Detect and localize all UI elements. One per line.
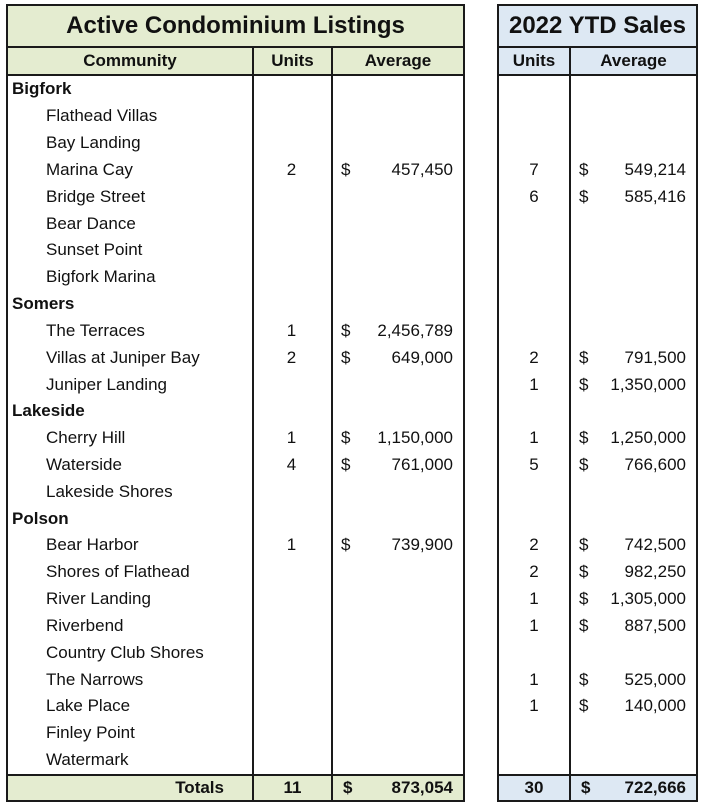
- table-row: [8, 183, 463, 210]
- community-name: Juniper Landing: [46, 374, 167, 394]
- active-average-cell: [331, 237, 463, 264]
- table-row: [8, 264, 463, 291]
- ytd-average-value: 982,250: [624, 562, 686, 582]
- ytd-average-value: 549,214: [624, 159, 686, 179]
- community-name: Flathead Villas: [46, 106, 158, 126]
- ytd-average-header: Average: [569, 48, 696, 74]
- group-row: [8, 76, 463, 103]
- community-name: Riverbend: [46, 615, 124, 635]
- ytd-average-cell: [569, 183, 696, 210]
- table-row: [8, 210, 463, 237]
- ytd-average-cell: [569, 586, 696, 613]
- ytd-units-cell: 1: [529, 428, 539, 448]
- active-average-cell: [331, 452, 463, 479]
- active-average-cell: [331, 586, 463, 613]
- community-name: Sunset Point: [46, 240, 143, 260]
- column-divider: [252, 76, 254, 774]
- active-units-cell: [252, 76, 331, 103]
- active-average-cell: [331, 478, 463, 505]
- currency-symbol: $: [579, 455, 589, 474]
- table-row: [8, 156, 463, 183]
- ytd-average-cell: [569, 398, 696, 425]
- community-name: Bridge Street: [46, 186, 146, 206]
- active-units-cell: [252, 398, 331, 425]
- ytd-average-cell: [569, 747, 696, 774]
- table-row: [8, 720, 463, 747]
- ytd-units-cell: [499, 130, 569, 157]
- ytd-average-value: 1,250,000: [610, 428, 686, 448]
- ytd-average-cell: [569, 693, 696, 720]
- table-row: [499, 586, 696, 613]
- community-name: Marina Cay: [46, 159, 133, 179]
- ytd-average-cell: [569, 371, 696, 398]
- ytd-average-value: 525,000: [624, 669, 686, 689]
- currency-symbol: $: [579, 669, 589, 689]
- community-name: Watermark: [46, 750, 129, 770]
- ytd-average-value: 742,500: [624, 535, 686, 555]
- active-units-cell: 2: [286, 347, 297, 367]
- table-row: [8, 532, 463, 559]
- group-row: [499, 76, 696, 103]
- table-row: [8, 425, 463, 452]
- active-units-cell: [252, 291, 331, 318]
- ytd-average-cell: [569, 425, 696, 452]
- active-listings-body: [8, 76, 463, 774]
- active-totals-row: [8, 774, 463, 800]
- active-total-average: 873,054: [391, 778, 453, 797]
- active-total-units: 11: [252, 776, 331, 800]
- active-average-value: 761,000: [391, 455, 453, 474]
- ytd-units-cell: [499, 76, 569, 103]
- active-listings-table: [6, 4, 465, 802]
- active-average-value: 739,900: [391, 535, 453, 555]
- table-row: [499, 613, 696, 640]
- currency-symbol: $: [581, 778, 591, 797]
- group-row: [499, 505, 696, 532]
- active-units-cell: [252, 559, 331, 586]
- table-row: [499, 237, 696, 264]
- table-row: [499, 452, 696, 479]
- ytd-average-cell: [569, 613, 696, 640]
- table-row: [8, 666, 463, 693]
- active-average-cell: [331, 264, 463, 291]
- table-row: [8, 693, 463, 720]
- table-row: [8, 317, 463, 344]
- active-units-cell: [252, 747, 331, 774]
- ytd-sales-body: [499, 76, 696, 774]
- community-name: Lakeside Shores: [46, 481, 173, 501]
- table-row: [499, 156, 696, 183]
- community-name: Bigfork Marina: [46, 267, 156, 287]
- ytd-units-cell: [499, 505, 569, 532]
- ytd-average-cell: [569, 317, 696, 344]
- community-name: The Terraces: [46, 320, 145, 340]
- currency-symbol: $: [579, 347, 589, 367]
- group-row: [499, 398, 696, 425]
- community-name: Lake Place: [46, 696, 131, 716]
- table-row: [499, 639, 696, 666]
- table-row: [499, 371, 696, 398]
- ytd-average-value: 1,350,000: [610, 374, 686, 394]
- currency-symbol: $: [579, 562, 589, 582]
- ytd-average-cell: [569, 156, 696, 183]
- ytd-units-cell: [499, 747, 569, 774]
- group-name: Bigfork: [12, 79, 72, 99]
- active-units-cell: [252, 666, 331, 693]
- ytd-average-cell: [569, 237, 696, 264]
- ytd-average-cell: [569, 264, 696, 291]
- ytd-average-value: 766,600: [624, 455, 686, 474]
- community-name: Bay Landing: [46, 133, 141, 153]
- column-divider: [331, 76, 333, 774]
- active-units-cell: [252, 720, 331, 747]
- active-units-cell: [252, 210, 331, 237]
- group-row: [8, 505, 463, 532]
- ytd-units-cell: 1: [529, 696, 539, 716]
- ytd-sales-table: [497, 4, 698, 802]
- ytd-units-cell: 1: [529, 615, 539, 635]
- table-row: [8, 747, 463, 774]
- ytd-units-cell: [499, 237, 569, 264]
- table-row: [499, 130, 696, 157]
- active-average-cell: [331, 613, 463, 640]
- ytd-average-cell: [569, 103, 696, 130]
- ytd-average-cell: [569, 344, 696, 371]
- table-row: [8, 639, 463, 666]
- active-average-cell: [331, 291, 463, 318]
- currency-symbol: $: [579, 428, 589, 448]
- active-units-cell: [252, 183, 331, 210]
- ytd-average-cell: [569, 505, 696, 532]
- active-average-cell: [331, 317, 463, 344]
- ytd-units-cell: [499, 478, 569, 505]
- group-row: [8, 291, 463, 318]
- table-row: [499, 210, 696, 237]
- group-row: [499, 291, 696, 318]
- active-units-cell: [252, 639, 331, 666]
- ytd-average-value: 791,500: [624, 347, 686, 367]
- currency-symbol: $: [341, 320, 351, 340]
- community-name: Shores of Flathead: [46, 562, 190, 582]
- group-row: [8, 398, 463, 425]
- ytd-average-value: 1,305,000: [610, 589, 686, 609]
- table-row: [8, 130, 463, 157]
- active-average-header: Average: [331, 48, 463, 74]
- active-average-cell: [331, 130, 463, 157]
- ytd-average-cell: [569, 666, 696, 693]
- ytd-average-cell: [569, 532, 696, 559]
- totals-label: Totals: [175, 778, 224, 797]
- active-average-value: 2,456,789: [377, 320, 453, 340]
- active-listings-title: Active Condominium Listings: [8, 6, 463, 48]
- ytd-average-cell: [569, 452, 696, 479]
- community-name: Waterside: [46, 455, 122, 474]
- currency-symbol: $: [579, 589, 589, 609]
- currency-symbol: $: [579, 186, 589, 206]
- ytd-average-cell: [569, 559, 696, 586]
- active-average-cell: [331, 532, 463, 559]
- ytd-units-cell: 1: [529, 669, 539, 689]
- ytd-units-cell: [499, 720, 569, 747]
- currency-symbol: $: [579, 696, 589, 716]
- ytd-units-cell: [499, 398, 569, 425]
- table-row: [499, 720, 696, 747]
- active-units-cell: 1: [286, 428, 297, 448]
- currency-symbol: $: [341, 535, 351, 555]
- active-units-cell: [252, 371, 331, 398]
- ytd-units-cell: 2: [529, 535, 539, 555]
- table-row: [8, 478, 463, 505]
- active-average-cell: [331, 76, 463, 103]
- ytd-total-average: 722,666: [624, 778, 686, 797]
- table-row: [499, 103, 696, 130]
- community-name: Finley Point: [46, 723, 135, 743]
- ytd-header-row: [499, 48, 696, 76]
- active-average-value: 649,000: [391, 347, 453, 367]
- table-row: [499, 478, 696, 505]
- active-units-cell: 2: [286, 159, 297, 179]
- active-units-cell: 1: [286, 535, 297, 555]
- currency-symbol: $: [579, 374, 589, 394]
- table-row: [499, 317, 696, 344]
- ytd-units-cell: [499, 291, 569, 318]
- currency-symbol: $: [579, 535, 589, 555]
- ytd-units-header: Units: [512, 51, 556, 70]
- active-average-cell: [331, 639, 463, 666]
- active-header-row: [8, 48, 463, 76]
- active-units-cell: [252, 586, 331, 613]
- active-average-cell: [331, 666, 463, 693]
- community-name: Country Club Shores: [46, 642, 204, 662]
- active-units-cell: [252, 103, 331, 130]
- active-units-cell: [252, 505, 331, 532]
- group-name: Lakeside: [12, 401, 85, 421]
- currency-symbol: $: [341, 347, 351, 367]
- table-row: [8, 237, 463, 264]
- currency-symbol: $: [341, 428, 351, 448]
- ytd-units-cell: [499, 317, 569, 344]
- active-average-cell: [331, 371, 463, 398]
- ytd-average-cell: [569, 130, 696, 157]
- ytd-units-cell: [499, 103, 569, 130]
- ytd-units-cell: [499, 210, 569, 237]
- community-name: River Landing: [46, 589, 151, 609]
- active-average-cell: [331, 156, 463, 183]
- table-row: [8, 452, 463, 479]
- active-units-header: Units: [252, 48, 331, 74]
- table-row: [8, 103, 463, 130]
- group-name: Polson: [12, 508, 69, 528]
- community-name: Cherry Hill: [46, 428, 126, 448]
- active-units-cell: [252, 613, 331, 640]
- community-name: Villas at Juniper Bay: [46, 347, 200, 367]
- active-average-cell: [331, 720, 463, 747]
- currency-symbol: $: [579, 615, 589, 635]
- ytd-average-cell: [569, 291, 696, 318]
- column-divider: [569, 76, 571, 774]
- ytd-total-units: 30: [524, 778, 544, 797]
- active-units-cell: [252, 264, 331, 291]
- ytd-average-cell: [569, 210, 696, 237]
- active-average-cell: [331, 103, 463, 130]
- ytd-totals-row: [499, 774, 696, 800]
- active-average-value: 1,150,000: [377, 428, 453, 448]
- active-average-cell: [331, 425, 463, 452]
- ytd-average-cell: [569, 478, 696, 505]
- ytd-average-cell: [569, 720, 696, 747]
- ytd-units-cell: [499, 639, 569, 666]
- table-row: [499, 344, 696, 371]
- table-row: [499, 532, 696, 559]
- active-units-cell: [252, 693, 331, 720]
- active-average-cell: [331, 344, 463, 371]
- active-units-cell: [252, 478, 331, 505]
- ytd-units-cell: [499, 264, 569, 291]
- currency-symbol: $: [579, 159, 589, 179]
- table-row: [8, 586, 463, 613]
- table-row: [499, 425, 696, 452]
- active-units-cell: 4: [286, 455, 297, 474]
- table-row: [499, 264, 696, 291]
- active-units-cell: [252, 130, 331, 157]
- table-row: [499, 559, 696, 586]
- community-name: Bear Dance: [46, 213, 136, 233]
- table-row: [499, 747, 696, 774]
- community-name: The Narrows: [46, 669, 144, 689]
- currency-symbol: $: [341, 159, 351, 179]
- ytd-units-cell: 1: [529, 374, 539, 394]
- community-header: Community: [83, 51, 177, 70]
- active-average-cell: [331, 505, 463, 532]
- community-name: Bear Harbor: [46, 535, 139, 555]
- active-average-cell: [331, 398, 463, 425]
- active-average-cell: [331, 693, 463, 720]
- ytd-units-cell: 2: [529, 562, 539, 582]
- active-units-cell: 1: [286, 320, 297, 340]
- active-average-value: 457,450: [391, 159, 453, 179]
- table-row: [499, 693, 696, 720]
- currency-symbol: $: [341, 455, 351, 474]
- table-row: [499, 183, 696, 210]
- table-row: [8, 613, 463, 640]
- active-units-cell: [252, 237, 331, 264]
- table-row: [8, 344, 463, 371]
- active-average-cell: [331, 747, 463, 774]
- ytd-average-cell: [569, 76, 696, 103]
- active-average-cell: [331, 210, 463, 237]
- ytd-units-cell: 5: [529, 455, 539, 474]
- active-average-cell: [331, 183, 463, 210]
- ytd-units-cell: 2: [529, 347, 539, 367]
- ytd-average-value: 140,000: [624, 696, 686, 716]
- table-row: [499, 666, 696, 693]
- ytd-average-value: 585,416: [624, 186, 686, 206]
- ytd-average-cell: [569, 639, 696, 666]
- ytd-sales-title: 2022 YTD Sales: [499, 6, 696, 48]
- ytd-average-value: 887,500: [624, 615, 686, 635]
- active-average-cell: [331, 559, 463, 586]
- ytd-units-cell: 7: [529, 159, 539, 179]
- ytd-units-cell: 6: [529, 186, 539, 206]
- table-row: [8, 371, 463, 398]
- group-name: Somers: [12, 294, 75, 314]
- ytd-units-cell: 1: [529, 589, 539, 609]
- currency-symbol: $: [343, 778, 353, 797]
- table-row: [8, 559, 463, 586]
